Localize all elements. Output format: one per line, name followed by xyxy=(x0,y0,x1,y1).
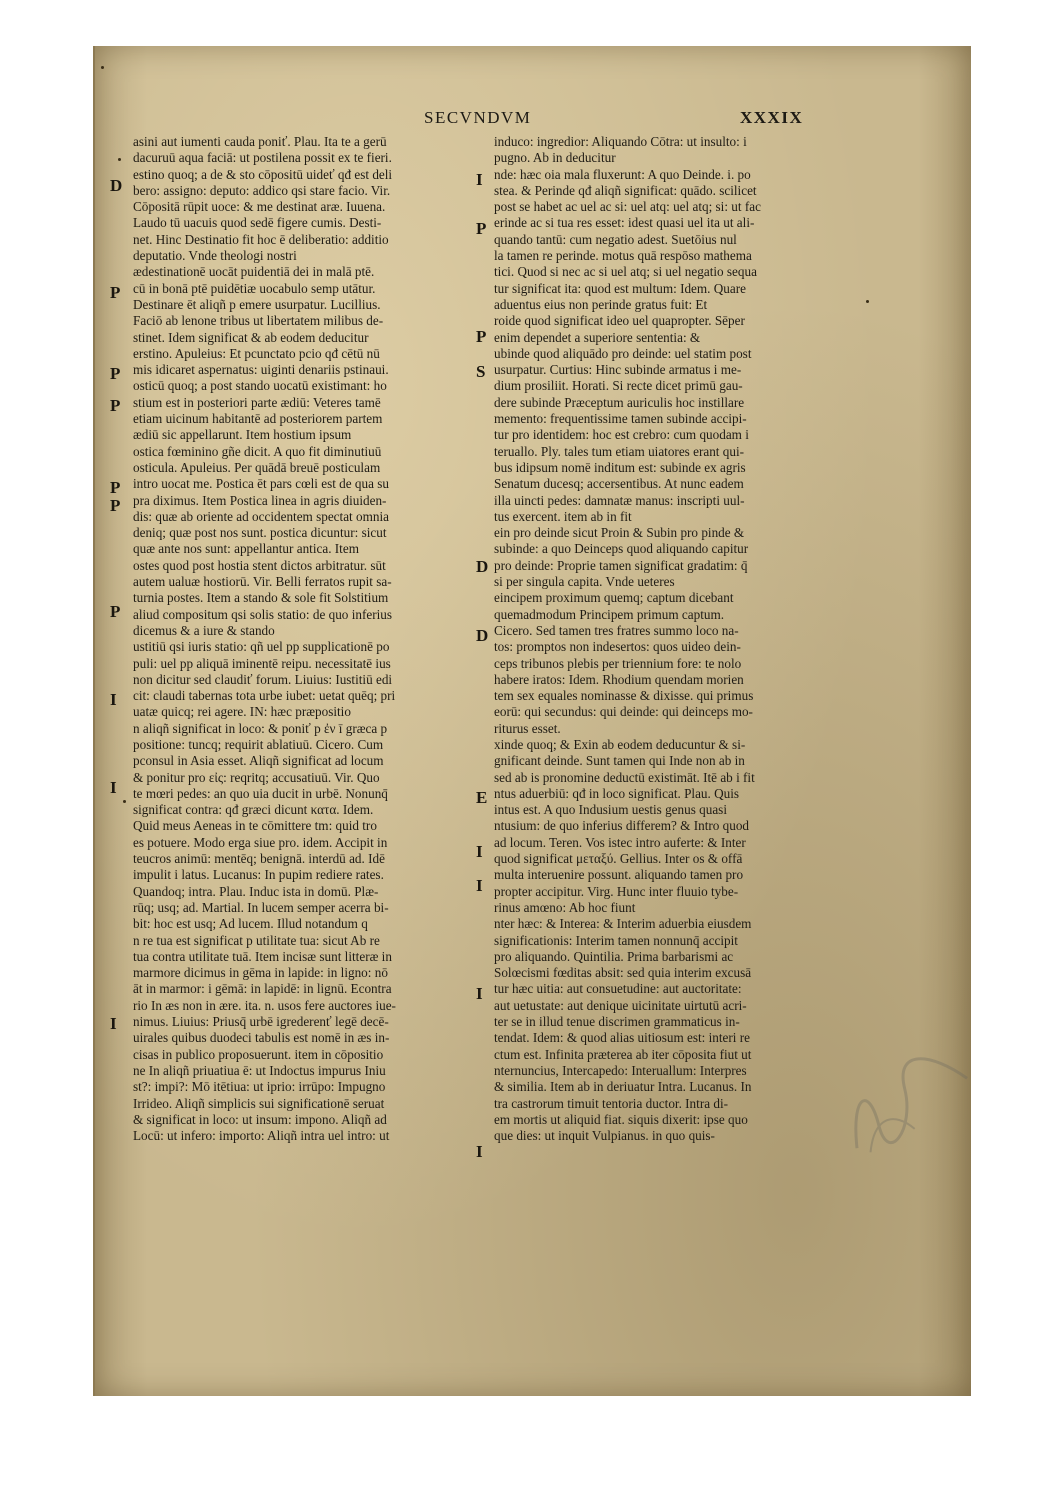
initial-letter: P xyxy=(476,327,487,346)
initial-letter: P xyxy=(110,602,121,621)
text-line: riturus esset. xyxy=(494,720,561,736)
text-line: nter hæc: & Interea: & Interim aduerbia eiusdem xyxy=(494,916,752,932)
text-line: tos: promptos non indesertos: quos uideo dein- xyxy=(494,639,741,655)
text-line: dere subinde Præceptum auriculis hoc instillare xyxy=(494,394,745,410)
text-line: net. Hinc Destinatio fit hoc ē deliberatio: additio xyxy=(133,231,389,247)
text-line: & significat in loco: ut insum: impono. Aliqñ ad xyxy=(133,1111,387,1127)
text-line: roide quod significat ideo uel quapropter. Sēper xyxy=(494,313,745,329)
text-line: ntus aduerbiū: qđ in loco significat. Plau. Quis xyxy=(494,785,740,801)
initial-letter: I xyxy=(110,1014,117,1033)
text-line: te mœri pedes: an quo uia ducit in urbē. Nonunq̄ xyxy=(133,785,388,801)
text-line: quod significat μεταξύ. Gellius. Inter os & offā xyxy=(494,851,743,867)
text-line: rio In æs non in ære. ita. n. usos fere auctores iue- xyxy=(133,997,396,1013)
text-line: pugno. Ab in deducitur xyxy=(494,150,616,166)
text-line: cit: claudi tabernas tota urbe iubet: uetat quēq; pri xyxy=(133,688,396,704)
initial-letter: E xyxy=(476,788,488,807)
paper-spot xyxy=(101,66,104,69)
initial-letter: P xyxy=(476,219,487,238)
text-line: ter se in illud tenue discrimen grammaticus in- xyxy=(494,1014,740,1030)
text-line: dium prosiliit. Horati. Si recte dicet primū gau- xyxy=(494,378,743,394)
text-line: si per singula capita. Vnde ueteres xyxy=(494,574,675,590)
initial-letter: I xyxy=(476,170,483,189)
text-line: sed ab is pronomine deductū existimāt. Itē ab i fit xyxy=(494,769,755,785)
text-line: Faciō ab lenone tribus ut libertatem milibus de- xyxy=(133,313,384,329)
text-line: que dies: ut inquit Vulpianus. in quo quis- xyxy=(494,1128,715,1144)
text-line: Senatum ducesq; accersentibus. At nunc eadem xyxy=(494,476,744,492)
text-line: tici. Quod si nec ac si uel atq; si uel negatio sequa xyxy=(494,264,757,280)
text-line: Locū: ut infero: importo: Aliqñ intra uel intro: ut xyxy=(133,1128,390,1144)
initial-letter: P xyxy=(110,478,121,497)
text-line: ostes quod post hostia stent dictos arbitratur. sūt xyxy=(133,557,386,573)
text-line: erinde ac si tua res esset: idest quasi uel ita ut ali- xyxy=(494,215,755,231)
text-line: etiam uicinum habitantē ad posteriorem partem xyxy=(133,411,383,427)
text-line: illa uincti pedes: damnatæ manus: inscripti uul- xyxy=(494,492,745,508)
text-line: pconsul in Asia esset. Aliqñ significat ad locum xyxy=(133,753,384,769)
text-line: ctum est. Infinita præterea ab iter cōposita fiut ut xyxy=(494,1046,752,1062)
text-line: ubinde quod aliquādo pro deinde: uel statim post xyxy=(494,345,752,361)
initial-letter: S xyxy=(476,362,486,381)
text-line: Destinare ēt aliqñ p emere usurpatur. Lucillius. xyxy=(133,296,381,312)
text-line: nternuncius, Intercapedo: Interuallum: Interpres xyxy=(494,1062,747,1078)
initial-letter: P xyxy=(110,496,121,515)
text-line: memento: frequentissime tamen subinde accipi- xyxy=(494,411,747,427)
text-line: stium est in posteriori parte ædiū: Veteres tamē xyxy=(133,394,381,410)
text-line: la tamen re perinde. motus quā respōso mathema xyxy=(494,248,752,264)
text-line: usurpatur. Curtius: Hinc subinde armatus i me- xyxy=(494,362,742,378)
text-line: quemadmodum Principem primum captum. xyxy=(494,606,725,622)
text-line: tur significat ita: quod est multum: Idem. Quare xyxy=(494,280,746,296)
text-line: Cicero. Sed tamen tres fratres summo loco na- xyxy=(494,622,739,638)
text-line: enim dependet a superiore sententia: & xyxy=(494,329,701,345)
text-line: quando tantū: cum negatio adest. Suetōius nul xyxy=(494,231,737,247)
paper-spot xyxy=(123,800,126,803)
text-line: gnificant deinde. Sunt tamen qui Inde non ab in xyxy=(494,753,745,769)
text-line: puli: uel pp aliquā iminentē reipu. necessitatē ius xyxy=(133,655,391,671)
text-line: teruallo. Ply. tales tum etiam uiatores erant qui- xyxy=(494,443,745,459)
text-line: asini aut iumenti cauda poniť. Plau. Ita te a gerū xyxy=(133,134,387,149)
text-line: significat contra: qđ græci dicunt κατα. Idem. xyxy=(133,802,374,818)
paper-spot xyxy=(118,158,121,161)
initial-letter: D xyxy=(476,557,489,576)
initial-letter: I xyxy=(476,984,483,1003)
text-line: intro uocat me. Postica ēt pars cœli est de qua su xyxy=(133,476,389,492)
text-line: marmore dicimus in gēma in lapide: in ligno: nō xyxy=(133,965,388,981)
text-line: uatæ quicq; rei agere. IN: hæc præpositio xyxy=(133,704,351,720)
text-line: mis idicaret aspernatus: uiginti denariis pstinaui. xyxy=(133,362,389,378)
initial-letter: D xyxy=(476,626,489,645)
text-line: uirales quibus duodeci tabulis est nomē in æs in- xyxy=(133,1030,390,1046)
initial-letter: P xyxy=(110,283,121,302)
text-line: multa interuenire possunt. aliquando tamen pro xyxy=(494,867,744,883)
text-line: dicemus & a iure & stando xyxy=(133,622,275,638)
text-line: es potuere. Modo erga siue pro. idem. Accipit in xyxy=(133,834,388,850)
text-line: aduentus eius non perinde gratus fuit: Et xyxy=(494,296,708,312)
right-text-column xyxy=(494,134,846,1144)
text-line: cū in bonā ptē puidētiæ uocabulo semp utātur. xyxy=(133,280,376,296)
text-line: rūq; usq; ad. Martial. In lucem semper acerra bi- xyxy=(133,899,389,915)
initial-letter: I xyxy=(476,1142,483,1161)
text-line: Solœcismi fœditas absit: sed quia interim excusā xyxy=(494,965,752,981)
text-line: osticula. Apuleius. Per quādā breuē posticulam xyxy=(133,459,381,475)
text-line: ceps tribunos plebis per triennium fore: te nolo xyxy=(494,655,742,671)
text-line: aut uetustate: aut denique uicinitate uirtutū acri- xyxy=(494,997,747,1013)
text-line: bus idipsum nomē inditum est: subinde ex agris xyxy=(494,459,746,475)
text-line: stea. & Perinde qđ aliqñ significat: quādo. scilicet xyxy=(494,182,757,198)
text-line: intus est. A quo Indusium uestis genus quasi xyxy=(494,802,727,818)
text-line: Irrideo. Aliqñ simplicis sui significationē seruat xyxy=(133,1095,385,1111)
text-line: & ponitur pro εἰς: reqritq; accusatiuū. Vir. Quo xyxy=(133,769,380,785)
folio-number: XXXIX xyxy=(740,108,804,127)
text-line: propter accipitur. Virg. Hunc inter fluuio tybe- xyxy=(494,883,739,899)
text-line: tem sex equales nominasse & dixisse. qui primus xyxy=(494,688,754,704)
initial-letter: I xyxy=(110,778,117,797)
text-line: bero: assigno: deputo: addico qsi stare facio. Vir. xyxy=(133,182,391,198)
text-line: aliud compositum qsi solis statio: de quo inferius xyxy=(133,606,392,622)
text-line: ad locum. Teren. Vos istec intro auferte: & Inter xyxy=(494,834,746,850)
text-line: tendat. Idem: & quod alias uitiosum est: interi re xyxy=(494,1030,751,1046)
text-line: eincipem proximum quemq; captum dicebant xyxy=(494,590,734,606)
text-line: post se habet ac uel ac si: uel atq: uel atq; si: ut fac xyxy=(494,199,761,215)
left-text-column xyxy=(133,134,478,1144)
text-line: n re tua est significat p utilitate tua: sicut Ab re xyxy=(133,932,380,948)
text-line: tua contra utilitate tuā. Item incisæ sunt litteræ in xyxy=(133,948,392,964)
text-line: significationis: Interim tamen nonnunq̄ accipit xyxy=(494,932,738,948)
text-line: eorū: qui secundus: qui deinde: qui deinceps mo- xyxy=(494,704,753,720)
text-line: st?: impi?: Mō itētiua: ut iprio: irrūpo: Impugno xyxy=(133,1079,386,1095)
initial-letter: P xyxy=(110,396,121,415)
text-line: tra castrorum timuit tentoria ductor. Intra di- xyxy=(494,1095,729,1111)
text-line: stinet. Idem significat & ab eodem deducitur xyxy=(133,329,369,345)
text-line: rinus amœno: Ab hoc fiunt xyxy=(494,899,636,915)
text-line: ostica fœminino gñe dicit. A quo fit diminutiuū xyxy=(133,443,382,459)
running-head: SECVNDVM xyxy=(424,108,532,127)
text-line: deputatio. Vnde theologi nostri xyxy=(133,248,297,264)
text-line: tur hæc uitia: aut consuetudine: aut auctoritate: xyxy=(494,981,742,997)
text-line: habere iratos: Idem. Rhodium quendam morien xyxy=(494,671,744,687)
text-line: autem ualuæ hostiorū. Vir. Belli ferratos rupit sa- xyxy=(133,574,392,590)
text-line: dis: quæ ab oriente ad occidentem spectat omnia xyxy=(133,508,389,524)
text-line: nde: hæc oia mala fluxerunt: A quo Deinde. i. po xyxy=(494,166,751,182)
text-line: quæ ante nos sunt: appellantur antica. Item xyxy=(133,541,359,557)
text-line: Quid meus Aeneas in te cōmittere tm: quid tro xyxy=(133,818,377,834)
text-line: positione: tuncq; requirit ablatiuū. Cicero. Cum xyxy=(133,736,384,752)
text-line: pro aliquando. Quintilia. Prima barbarismi ac xyxy=(494,948,734,964)
text-line: impulit i latus. Lucanus: In pupim rediere rates. xyxy=(133,867,384,883)
text-line: induco: ingredior: Aliquando Cōtra: ut insulto: i xyxy=(494,134,747,149)
text-line: nimus. Liuius: Priusq̄ urbē igrederenť legē decē- xyxy=(133,1014,389,1030)
initial-letter: I xyxy=(110,690,117,709)
text-line: Laudo tū uacuis quod sedē figere cumis. Desti- xyxy=(133,215,382,231)
text-line: pra diximus. Item Postica linea in agris diuiden- xyxy=(133,492,387,508)
text-line: ne In aliqñ priuatiua ē: ut Indoctus impurus Iniu xyxy=(133,1062,386,1078)
text-line: ein pro deinde sicut Proin & Subin pro pinde & xyxy=(494,525,745,541)
paper-spot xyxy=(866,300,869,303)
text-line: pro deinde: Proprie tamen significat gradatim: q̄ xyxy=(494,557,748,573)
text-line: osticū quoq; a post stando uocatū existimant: ho xyxy=(133,378,387,394)
text-line: ædiū sic appellarunt. Item hostium ipsum xyxy=(133,427,352,443)
text-line: & similia. Item ab in deriuatur Intra. Lucanus. In xyxy=(494,1079,752,1095)
page-header xyxy=(0,108,1060,132)
text-line: deniq; quæ post nos sunt. postica dicuntur: sicut xyxy=(133,525,387,541)
text-line: erstino. Apuleius: Et pcunctato pcio qđ cētū nū xyxy=(133,345,380,361)
initial-letter: P xyxy=(110,364,121,383)
text-line: turnia postes. Item a stando & sole fit Solstitium xyxy=(133,590,389,606)
text-line: n aliqñ significat in loco: & poniť p ἐν ī græca p xyxy=(133,720,388,736)
text-line: xinde quoq; & Exin ab eodem deducuntur & si- xyxy=(494,736,746,752)
text-line: em mortis ut aliquid fiat. siquis dixerit: ipse quo xyxy=(494,1111,748,1127)
text-line: bit: hoc est usq; Ad lucem. Illud notandum q xyxy=(133,916,368,932)
text-line: teucros animū: mentēq; benignā. interdū ad. Idē xyxy=(133,851,385,867)
text-line: dacuruū aqua faciā: ut postilena possit ex te fieri. xyxy=(133,150,392,166)
initial-letter: I xyxy=(476,842,483,861)
text-line: cisas in publico proposuerunt. item in cōpositio xyxy=(133,1046,384,1062)
text-line: ustitiū qsi iuris statio: qñ uel pp supplicationē po xyxy=(133,639,390,655)
text-line: tus exercent. item ab in fit xyxy=(494,508,632,524)
initial-letter: D xyxy=(110,176,123,195)
text-line: non dicitur sed claudiť forum. Liuius: Iustitiū edi xyxy=(133,671,393,687)
text-line: subinde: a quo Deinceps quod aliquando capitur xyxy=(494,541,749,557)
text-line: āt in marmor: i gēmā: in lapidē: in lignū. Econtra xyxy=(133,981,392,997)
text-line: Cōpositā rūpit uoce: & me destinat aræ. Iuuena. xyxy=(133,199,386,215)
text-line: estino quoq; a de & sto cōpositū uideť qđ est deli xyxy=(133,166,393,182)
text-line: ntusium: de quo inferius differem? & Intro quod xyxy=(494,818,750,834)
initial-letter: I xyxy=(476,876,483,895)
text-line: ædestinationē uocāt puidentiā dei in malā ptē. xyxy=(133,264,375,280)
text-line: tur pro identidem: hoc est crebro: cum quodam i xyxy=(494,427,749,443)
text-line: Quandoq; intra. Plau. Induc ista in domū. Plæ- xyxy=(133,883,379,899)
